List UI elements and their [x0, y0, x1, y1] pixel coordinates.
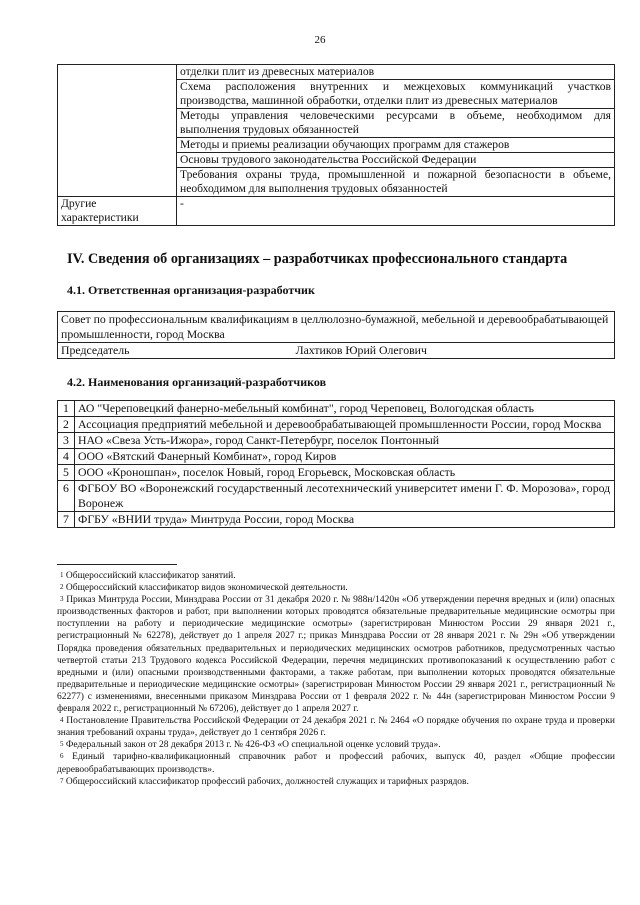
chair-row: [58, 343, 615, 359]
page-number: 26: [314, 34, 326, 46]
developer-org-name: ФГБУ «ВНИИ труда» Минтруда России, город Москва: [75, 512, 615, 528]
section-title: IV. Сведения об организациях – разработчиках профессионального стандарта: [67, 251, 568, 267]
footnote-text: Общероссийский классификатор занятий.: [65, 571, 236, 581]
footnote-text: Общероссийский классификатор видов экономической деятельности.: [65, 583, 348, 594]
table-row: [58, 433, 615, 449]
table-row: [58, 465, 615, 481]
requirement-item: Схема расположения внутренних и межцеховых коммуникаций участков производства, машинной обработки, отделки плит из древесных материалов: [177, 80, 615, 109]
footnote-mark: 4: [60, 716, 64, 725]
row-number: 6: [58, 481, 75, 512]
table-row: [58, 401, 615, 417]
footnote: [57, 715, 615, 739]
footnote-divider: [57, 564, 177, 565]
footnote: [57, 570, 615, 582]
row-number: 1: [58, 401, 75, 417]
row-number: 7: [58, 512, 75, 528]
responsible-org-title: 4.1. Ответственная организация-разработчик: [67, 283, 315, 297]
table-row: [58, 512, 615, 528]
footnote-text: Единый тарифно-квалификационный справочник работ и профессий рабочих, выпуск 40, раздел «Общие профессии деревообрабатывающих производств».: [57, 752, 615, 775]
footnote-mark: 3: [60, 595, 64, 604]
table-row: [58, 343, 615, 359]
table-row: [58, 65, 615, 80]
requirement-item: Требования охраны труда, промышленной и пожарной безопасности в объеме, необходимом для выполнения трудовых обязанностей: [177, 168, 615, 197]
footnote-text: Общероссийский классификатор профессий рабочих, должностей служащих и тарифных разрядов.: [65, 776, 469, 787]
developer-org-name: ООО «Кроношпан», поселок Новый, город Егорьевск, Московская область: [75, 465, 615, 481]
footnote: [57, 776, 615, 788]
table-cell-empty: [58, 65, 177, 197]
row-number: 2: [58, 417, 75, 433]
footnote-mark: 6: [60, 752, 64, 761]
developer-orgs-title: 4.2. Наименования организаций-разработчиков: [67, 375, 327, 389]
table-row: [58, 417, 615, 433]
developer-org-name: ООО «Вятский Фанерный Комбинат», город Киров: [75, 449, 615, 465]
developer-org-name: Ассоциация предприятий мебельной и деревообрабатывающей промышленности России, город Москва: [75, 417, 615, 433]
row-number: 5: [58, 465, 75, 481]
footnote-text: Постановление Правительства Российской Федерации от 24 декабря 2021 г. № 2464 «О порядке обучения по охране труда и проверки знания требований охраны труда», действует до 1 сентября 2026 г.: [57, 716, 615, 739]
footnote: [57, 739, 615, 751]
developer-org-name: АО "Череповецкий фанерно-мебельный комбинат", город Череповец, Вологодская область: [75, 401, 615, 417]
footnote-mark: 5: [60, 740, 64, 749]
requirement-item: отделки плит из древесных материалов: [177, 65, 615, 80]
row-number: 3: [58, 433, 75, 449]
chair-name: Лахтиков Юрий Олегович: [295, 343, 427, 357]
developer-org-name: НАО «Свеза Усть-Ижора», город Санкт-Петербург, поселок Понтонный: [75, 433, 615, 449]
footnote-mark: 7: [60, 776, 64, 785]
table-row: [58, 481, 615, 512]
requirements-table: [57, 64, 615, 226]
chair-label: Председатель: [61, 343, 130, 357]
requirement-item: Методы и приемы реализации обучающих программ для стажеров: [177, 138, 615, 153]
footnote-text: Приказ Минтруда России, Минздрава России от 31 декабря 2020 г. № 988н/1420н «Об утверждении перечня вредных и (или) опасных производственных факторов и работ, при выполнении которых проводятся обязательные предварительные медицинские осмотры при поступлении на работу и периодические медицинские осмотры» (зарегистрирован Минюстом России 29 января 2021 г., регистрационный № 62278), действует до 1 апреля 2027 г.; приказ Минздрава России от 28 января 2021 г. № 29н «Об утверждении Порядка проведения обязательных предварительных и периодических медицинских осмотров работников, предусмотренных частью четвертой статьи 213 Трудового кодекса Российской Федерации, перечня медицинских противопоказаний к осуществлению работ с вредными и (или) опасными производственными факторами, а также работам, при выполнении которых проводятся обязательные предварительные и периодические медицинские осмотры» (зарегистрирован Минюстом России 29 января 2021 г., регистрационный № 62277) с изменениями, внесенными приказом Минздрава России от 1 февраля 2022 г. № 44н (зарегистрирован Минюстом России 9 февраля 2022 г., регистрационный № 67206), действует до 1 апреля 2027 г.: [57, 595, 616, 715]
footnote-mark: 1: [60, 571, 64, 579]
footnote: [57, 582, 615, 594]
requirement-item: Методы управления человеческими ресурсами в объеме, необходимом для выполнения трудовых обязанностей: [177, 109, 615, 138]
footnote-text: Федеральный закон от 28 декабря 2013 г. № 426-ФЗ «О специальной оценке условий труда».: [65, 740, 441, 751]
table-row: [58, 449, 615, 465]
footnote: [57, 751, 615, 775]
footnote-mark: 2: [60, 583, 64, 592]
other-characteristics-label: Другие характеристики: [58, 197, 177, 226]
responsible-org-name: Совет по профессиональным квалификациям в целлюлозно-бумажной, мебельной и деревообрабатывающей промышленности, город Москва: [58, 312, 615, 343]
developer-org-name: ФГБОУ ВО «Воронежский государственный лесотехнический университет имени Г. Ф. Морозова», город Воронеж: [75, 481, 615, 512]
row-number: 4: [58, 449, 75, 465]
other-characteristics-value: -: [177, 197, 615, 226]
table-row: [58, 197, 615, 226]
developer-orgs-table: [57, 400, 615, 528]
footnotes: [57, 570, 615, 788]
responsible-org-table: [57, 311, 615, 359]
table-row: [58, 312, 615, 343]
footnote: [57, 594, 615, 715]
requirement-item: Основы трудового законодательства Российской Федерации: [177, 153, 615, 168]
